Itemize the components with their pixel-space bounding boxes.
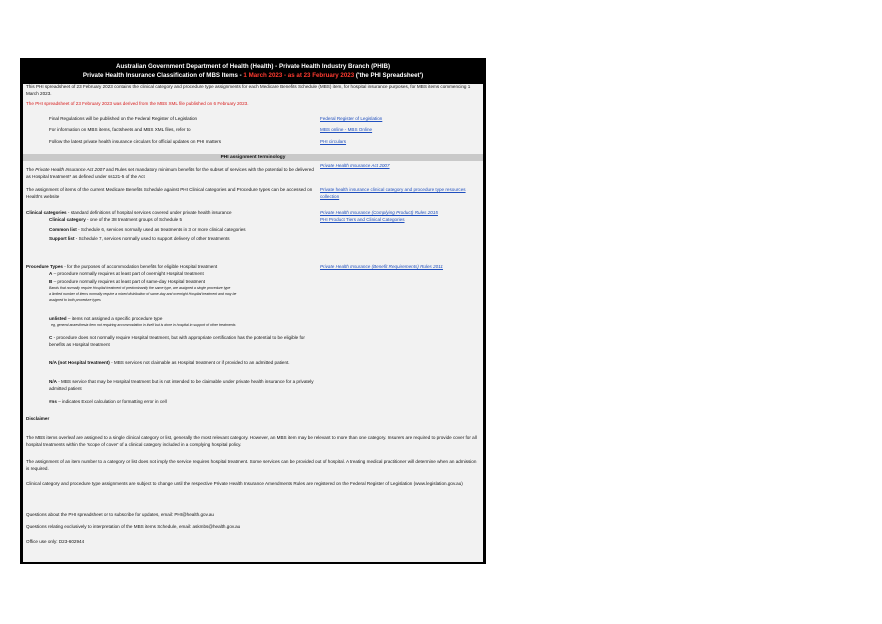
intro-row-text: Final Regulations will be published on the Federal Register of Legislation	[49, 116, 198, 121]
sheet-header	[20, 58, 486, 84]
term-clinical-category: Clinical category - one of the 38 treatment groups of Schedule 5	[49, 217, 183, 222]
act-description: The Private Health Insurance Act 2007 and Rules set mandatory minimum benefits for the subset of services with the potential to be delivered as Hospital treatment* as defined under ss121-5 of the Act	[26, 167, 314, 179]
term-type-a: A – procedure normally requires at least part of overnight Hospital treatment	[49, 271, 204, 276]
intro-derived-note: The PHI spreadsheet of 23 February 2023 was derived from the MBS XML file published on 6 February 2023.	[26, 101, 249, 106]
spreadsheet-sheet	[20, 58, 486, 564]
disclaimer-paragraph: Clinical category and procedure type assignments are subject to change until the respective Private Health Insurance Amendments Rules are registered on the Federal Register of Legislation (www.legislation.gov.au)	[26, 481, 463, 486]
term-ns: #ns – indicates Excel calculation or formatting error in cell	[49, 399, 167, 404]
header-line2-post: ('the PHI Spreadsheet')	[354, 72, 424, 79]
term-support-list: Support list - Schedule 7, services normally used to support delivery of other treatments	[49, 236, 230, 241]
header-title-line1: Australian Government Department of Health (Health) - Private Health Industry Branch (PHIB)	[115, 63, 390, 70]
intro-paragraph: This PHI spreadsheet of 23 February 2023 contains the clinical category and procedure type assignments for each Medicare Benefits Schedule (MBS) item, for hospital insurance purposes, for MBS items commencing 1 March 2023.	[26, 84, 471, 96]
type-b-note: a limited number of items normally require a mixed distribution of same-day and overnight Hospital treatment and may be	[49, 292, 237, 296]
link-benefit-requirements-rules[interactable]: Private Health Insurance (Benefit Requirements) Rules 2011	[320, 264, 443, 269]
term-type-b: B – procedure normally requires at least part of same-day Hospital treatment	[49, 279, 206, 284]
header-title-line2	[20, 71, 486, 80]
assignment-description: The assignment of items of the current Medicare Benefits Schedule against PHI Clinical categories and Procedure types can be accessed on Health's website	[26, 187, 313, 199]
link-complying-product-rules[interactable]: Private Health Insurance (Complying Product) Rules 2015	[320, 210, 438, 215]
office-reference: Office use only: D23-602944	[26, 539, 85, 544]
term-type-c: C - procedure does not normally require Hospital treatment, but with appropriate certification has the potential to be eligible for benefits as Hospital treatment	[49, 335, 305, 347]
term-na: N/A - MBS service that may be Hospital treatment but is not intended to be claimable under private health insurance for a privately admitted patient	[49, 379, 314, 391]
header-date: 1 March 2023 - as at 23 February 2023	[243, 72, 355, 79]
link-phi-act[interactable]: Private Health Insurance Act 2007	[320, 163, 390, 168]
procedure-types-definition: Procedure Types - for the purposes of accommodation benefits for eligible Hospital treatment	[26, 264, 218, 269]
link-resources-collection[interactable]: Private health insurance clinical category and procedure type resources collection	[320, 187, 466, 199]
type-b-note: assigned to both procedure types	[49, 298, 101, 302]
term-common-list: Common list - Schedule 6, services normally used as treatments in 3 or more clinical categories	[49, 227, 246, 232]
type-b-note: Bands that normally require Hospital treatment of predominantly the same type, are assigned a single procedure type	[49, 286, 231, 290]
sheet-body	[23, 84, 483, 562]
term-unlisted: unlisted – items not assigned a specific procedure type	[49, 316, 163, 321]
disclaimer-paragraph: The MBS items overleaf are assigned to a single clinical category or list, generally the most relevant category. However, an MBS item may be relevant to more than one category. Insurers are required to provide cover for all hospital treatments within the 'scope of cover' of a clinical category included in a complying hospital policy.	[26, 435, 477, 447]
intro-row-text: For information on MBS items, factsheets and MBS XML files, refer to	[49, 127, 191, 132]
contact-phi: Questions about the PHI spreadsheet or to subscribe for updates, email: PHI@health.gov.au	[26, 512, 214, 517]
disclaimer-paragraph: The assignment of an item number to a category or list does not imply the service requires hospital treatment. Some services can be provided out of hospital. A treating medical practitioner will determine when an admission is required.	[26, 459, 477, 471]
header-line2-pre: Private Health Insurance Classification of MBS Items -	[82, 72, 244, 79]
intro-row-text: Follow the latest private health insurance circulars for official updates on PHI matters	[49, 139, 222, 144]
link-mbs-online[interactable]: MBS online - MBS Online	[320, 127, 373, 132]
clinical-categories-definition: Clinical categories - standard definitions of hospital services covered under private health insurance	[26, 210, 232, 215]
terminology-band: PHI assignment terminology	[23, 154, 483, 161]
term-na-not-hospital: N/A (not Hospital treatment) - MBS services not claimable as Hospital treatment or if provided to an admitted patient.	[49, 360, 290, 365]
link-product-tiers[interactable]: PHI Product Tiers and Clinical Categories	[320, 217, 405, 222]
link-federal-register[interactable]: Federal Register of Legislation	[320, 116, 383, 121]
link-phi-circulars[interactable]: PHI circulars	[320, 139, 347, 144]
contact-askmbs: Questions relating exclusively to interpretation of the MBS items Schedule, email: askmbs@health.gov.au	[26, 524, 241, 529]
disclaimer-title: Disclaimer	[26, 416, 50, 421]
unlisted-note: eg, general anaesthesia item not requiring accommodation in itself but is done in hospital in support of other treatments	[51, 323, 236, 327]
